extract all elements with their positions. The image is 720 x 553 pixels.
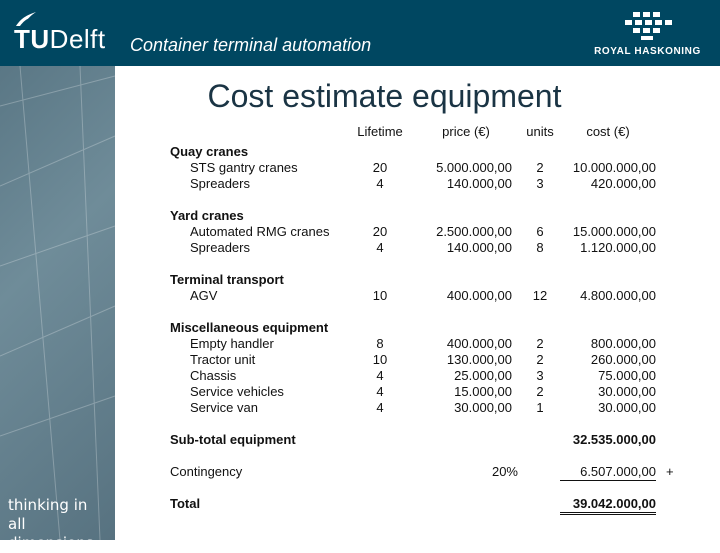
- plus-sign: +: [666, 464, 674, 479]
- header-title: Container terminal automation: [130, 35, 372, 55]
- item-name: Service vehicles: [190, 384, 284, 399]
- item-price: 400.000,00: [446, 288, 512, 303]
- item-lifetime: 4: [376, 384, 384, 399]
- item-price: 140.000,00: [446, 240, 512, 255]
- tu-delft-wordmark: [14, 24, 106, 55]
- logo-delft: Delft: [49, 24, 106, 54]
- item-units: 12: [532, 288, 548, 303]
- item-name: Tractor unit: [190, 352, 256, 367]
- item-cost: 420.000,00: [590, 176, 656, 191]
- table-row: [170, 400, 680, 416]
- sidebar-panel: [0, 66, 115, 552]
- cost-table: [170, 120, 680, 512]
- column-header-cost: cost (€): [586, 124, 630, 139]
- item-price: 25.000,00: [454, 368, 512, 383]
- item-price: 400.000,00: [446, 336, 512, 351]
- spacer: [170, 304, 680, 320]
- item-name: Service van: [190, 400, 258, 415]
- slogan: [8, 496, 115, 553]
- item-name: Empty handler: [190, 336, 274, 351]
- item-name: Automated RMG cranes: [190, 224, 330, 239]
- item-price: 130.000,00: [446, 352, 512, 367]
- column-header-lifetime: Lifetime: [357, 124, 403, 139]
- slogan-line-2: all dimensions: [8, 515, 94, 552]
- spacer: [170, 480, 680, 496]
- item-lifetime: 8: [376, 336, 384, 351]
- item-units: 2: [536, 336, 544, 351]
- logo-tu: TU: [14, 24, 50, 54]
- slogan-line-1: thinking in: [8, 496, 88, 514]
- item-price: 15.000,00: [454, 384, 512, 399]
- table-row: [170, 336, 680, 352]
- item-cost: 1.120.000,00: [580, 240, 656, 255]
- item-lifetime: 4: [376, 368, 384, 383]
- item-cost: 75.000,00: [598, 368, 656, 383]
- slide-title: Cost estimate equipment: [207, 78, 562, 114]
- item-lifetime: 4: [376, 240, 384, 255]
- item-units: 1: [536, 400, 544, 415]
- table-row: [170, 368, 680, 384]
- table-row: [170, 288, 680, 304]
- item-name: Chassis: [190, 368, 237, 383]
- spacer: [170, 256, 680, 272]
- item-cost: 4.800.000,00: [580, 288, 656, 303]
- sidebar-pattern-decor: [0, 66, 115, 540]
- subtotal-row: [170, 432, 680, 448]
- item-cost: 30.000,00: [598, 400, 656, 415]
- subtotal-label: Sub-total equipment: [170, 432, 296, 447]
- item-units: 2: [536, 160, 544, 175]
- item-price: 30.000,00: [454, 400, 512, 415]
- table-row: [170, 176, 680, 192]
- grid-mark-icon: [585, 8, 710, 44]
- column-header-units: units: [526, 124, 554, 139]
- table-body: [170, 144, 680, 416]
- partner-wordmark: ROYAL HASKONING: [594, 46, 701, 57]
- item-units: 2: [536, 384, 544, 399]
- total-row: [170, 496, 680, 512]
- item-units: 3: [536, 176, 544, 191]
- item-cost: 10.000.000,00: [572, 160, 656, 175]
- item-price: 140.000,00: [446, 176, 512, 191]
- spacer: [170, 416, 680, 432]
- total-cost: 39.042.000,00: [560, 496, 656, 515]
- royal-haskoning-logo: [585, 8, 710, 60]
- spacer: [170, 192, 680, 208]
- header-bar: [0, 0, 720, 66]
- table-row: [170, 224, 680, 240]
- item-price: 5.000.000,00: [436, 160, 512, 175]
- item-cost: 800.000,00: [590, 336, 656, 351]
- item-lifetime: 10: [372, 288, 388, 303]
- item-name: Spreaders: [190, 176, 250, 191]
- contingency-cost: 6.507.000,00: [560, 464, 656, 481]
- item-name: STS gantry cranes: [190, 160, 298, 175]
- item-cost: 260.000,00: [590, 352, 656, 367]
- subtotal-cost: 32.535.000,00: [572, 432, 656, 447]
- group-header-row: [170, 320, 680, 336]
- group-header-row: [170, 144, 680, 160]
- contingency-percent: 20%: [491, 464, 518, 479]
- table-header-row: [170, 120, 680, 144]
- item-lifetime: 4: [376, 176, 384, 191]
- item-lifetime: 20: [372, 160, 388, 175]
- tu-delft-logo: [10, 6, 120, 58]
- group-label: Quay cranes: [170, 144, 249, 159]
- table-row: [170, 384, 680, 400]
- group-header-row: [170, 272, 680, 288]
- contingency-row: [170, 464, 680, 480]
- group-label: Miscellaneous equipment: [170, 320, 329, 335]
- item-lifetime: 20: [372, 224, 388, 239]
- item-units: 6: [536, 224, 544, 239]
- item-lifetime: 10: [372, 352, 388, 367]
- item-price: 2.500.000,00: [436, 224, 512, 239]
- group-label: Yard cranes: [170, 208, 244, 223]
- column-header-price: price (€): [442, 124, 490, 139]
- item-name: Spreaders: [190, 240, 250, 255]
- table-row: [170, 160, 680, 176]
- table-row: [170, 352, 680, 368]
- item-name: AGV: [190, 288, 218, 303]
- item-cost: 15.000.000,00: [572, 224, 656, 239]
- group-label: Terminal transport: [170, 272, 284, 287]
- item-units: 8: [536, 240, 544, 255]
- item-lifetime: 4: [376, 400, 384, 415]
- contingency-label: Contingency: [170, 464, 243, 479]
- spacer: [170, 448, 680, 464]
- item-units: 3: [536, 368, 544, 383]
- item-units: 2: [536, 352, 544, 367]
- item-cost: 30.000,00: [598, 384, 656, 399]
- total-label: Total: [170, 496, 201, 511]
- table-row: [170, 240, 680, 256]
- group-header-row: [170, 208, 680, 224]
